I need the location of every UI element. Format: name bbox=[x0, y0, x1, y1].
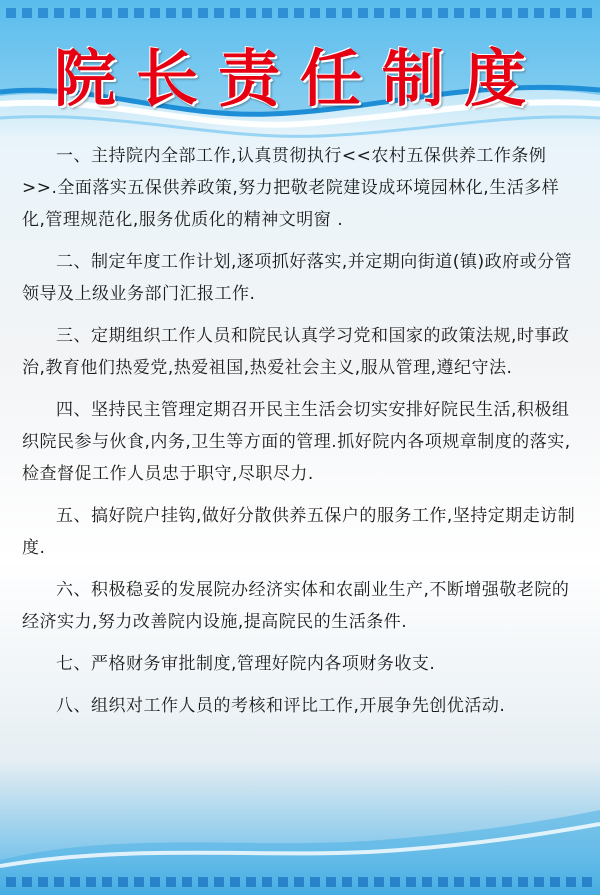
regulation-body bbox=[22, 140, 578, 722]
paragraph-1: 一、主持院内全部工作,认真贯彻执行<<农村五保供养工作条例>>.全面落实五保供养政策,努力把敬老院建设成环境园林化,生活多样化,管理规范化,服务优质化的精神文明窗 . bbox=[22, 146, 560, 230]
paragraph-4: 四、坚持民主管理定期召开民主生活会切实安排好院民生活,积极组织院民参与伙食,内务,卫生等方面的管理.抓好院内各项规章制度的落实,检查督促工作人员忠于职守,尽职尽力. bbox=[22, 400, 571, 484]
top-square-pattern bbox=[0, 0, 600, 28]
paragraph-6: 六、积极稳妥的发展院办经济实体和农副业生产,不断增强敬老院的经济实力,努力改善院内设施,提高院民的生活条件. bbox=[22, 580, 570, 632]
paragraph-2: 二、制定年度工作计划,逐项抓好落实,并定期向街道(镇)政府或分管领导及上级业务部门汇报工作. bbox=[22, 252, 573, 304]
paragraph-5: 五、搞好院户挂钩,做好分散供养五保户的服务工作,坚持定期走访制度. bbox=[22, 506, 576, 558]
bottom-square-pattern bbox=[0, 868, 600, 895]
paragraph-7: 七、严格财务审批制度,管理好院内各项财务收支. bbox=[56, 654, 436, 674]
paragraph-3: 三、定期组织工作人员和院民认真学习党和国家的政策法规,时事政治,教育他们热爱党,热爱祖国,热爱社会主义,服从管理,遵纪守法. bbox=[22, 326, 570, 378]
page-title: 院长责任制度 bbox=[53, 42, 546, 115]
paragraph-8: 八、组织对工作人员的考核和评比工作,开展争先创优活动. bbox=[56, 696, 506, 716]
